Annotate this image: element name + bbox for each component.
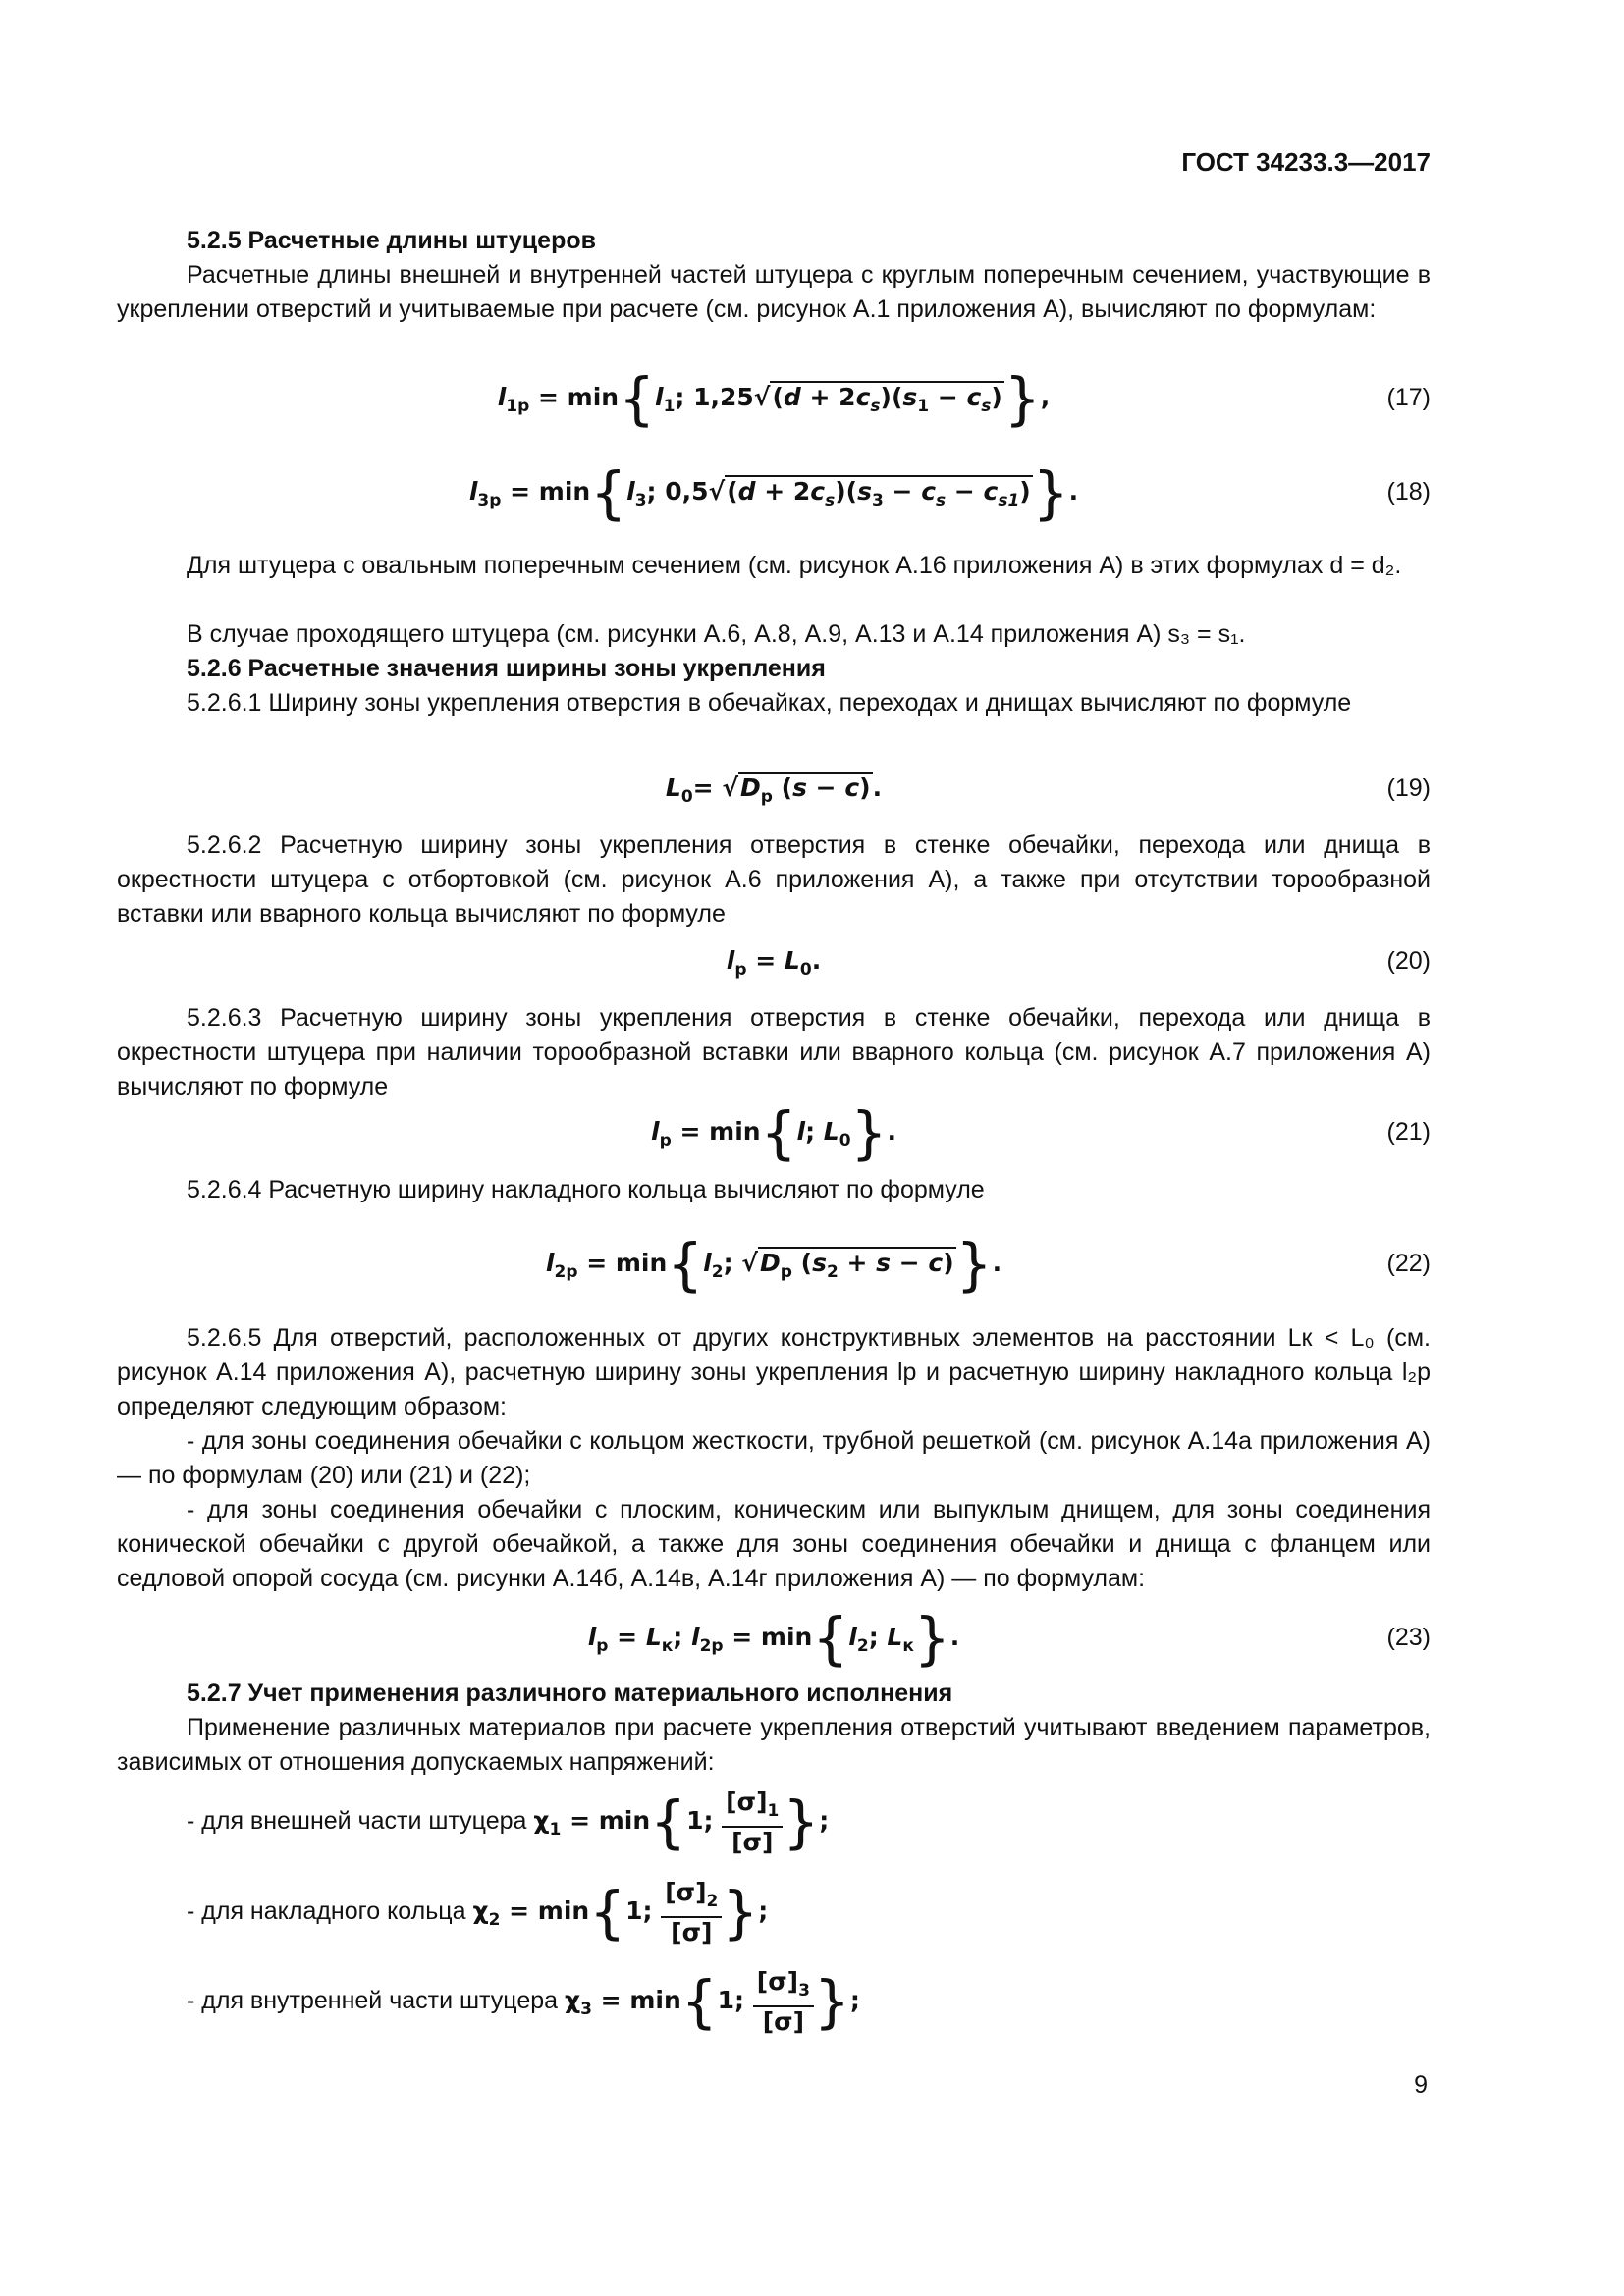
formula-17-number: (17) — [1386, 384, 1431, 411]
chi2-label: - для накладного кольца — [187, 1897, 466, 1925]
chi1-label: - для внешней части штуцера — [187, 1807, 527, 1835]
section-5-2-5-paragraph: Расчетные длины внешней и внутренней частей штуцера с круглым поперечным сечением, участвующие в укреплении отверстий и учитываемые при расчете (см. рисунок А.1 приложения А), вычисляют по формулам: — [117, 261, 1431, 323]
formula-23-number: (23) — [1386, 1624, 1431, 1651]
section-5-2-6-3: 5.2.6.3 Расчетную ширину зоны укрепления отверстия в стенке обечайки, перехода или днища в окрестности штуцера при наличии торообразной вставки или вварного кольца (см. рисунок А.7 приложения А) вычисляют по формуле — [117, 1004, 1431, 1100]
chi1-line — [187, 1782, 829, 1860]
formula-18-body: $l_{3р} = \min\{l_3$; $0,5√(d + 2c_s)(s_3 - c_s - c_{s1})$}. — [468, 459, 1079, 526]
formula-19-number: (19) — [1386, 774, 1431, 802]
page-number: 9 — [1414, 2071, 1428, 2099]
list-item-stiffening-ring: - для зоны соединения обечайки с кольцом жесткости, трубной решеткой (см. рисунок А.14а приложения А) — по формулам (20) или (21) и (22); — [117, 1427, 1431, 1489]
formula-21-body: $l_р = \min\{l$; $L_0$}. — [651, 1099, 896, 1166]
formula-22 — [117, 1229, 1431, 1298]
section-5-2-6-2: 5.2.6.2 Расчетную ширину зоны укрепления отверстия в стенке обечайки, перехода или днища в окрестности штуцера с отбортовкой (см. рисунок А.6 приложения А), а также при отсутствии торообразной вставки или вварного кольца вычисляют по формуле — [117, 831, 1431, 928]
oval-nozzle-paragraph: Для штуцера с овальным поперечным сечением (см. рисунок А.16 приложения А) в этих формулах d = d₂. — [187, 552, 1402, 579]
document-header: ГОСТ 34233.3—2017 — [1181, 147, 1431, 177]
formula-18-number: (18) — [1386, 478, 1431, 506]
chi3-label: - для внутренней части штуцера — [187, 1987, 559, 2014]
chi2-formula: $\chi_2 = \min\{1$; $\frac{[\sigma]_2}{[\sigma]}$ }; — [472, 1877, 769, 1947]
formula-23 — [117, 1603, 1431, 1672]
formula-17-body: $l_{1р} = \min\{l_1$; $1,25√(d + 2c_s)(s_1 - c_s)$}, — [497, 365, 1051, 432]
section-5-2-5-title: 5.2.5 Расчетные длины штуцеров — [187, 227, 596, 254]
formula-21-number: (21) — [1386, 1118, 1431, 1146]
section-5-2-6-5: 5.2.6.5 Для отверстий, расположенных от других конструктивных элементов на расстоянии Lк < L₀ (см. рисунок А.14 приложения А), расчетную ширину зоны укрепления lр и расчетную ширину накладного кольца l₂р определяют следующим образом: — [117, 1324, 1431, 1420]
formula-17 — [117, 363, 1431, 432]
formula-20-body: $l_р = L_0$. — [726, 946, 822, 980]
section-5-2-6-4: 5.2.6.4 Расчетную ширину накладного кольца вычисляют по формуле — [187, 1176, 985, 1203]
through-nozzle-paragraph: В случае проходящего штуцера (см. рисунки А.6, А.8, А.9, А.13 и А.14 приложения А) s₃ = s₁. — [187, 620, 1246, 648]
section-5-2-6-1: 5.2.6.1 Ширину зоны укрепления отверстия в обечайках, переходах и днищах вычисляют по формуле — [187, 689, 1352, 717]
formula-18 — [117, 457, 1431, 526]
chi2-line — [187, 1872, 768, 1950]
chi3-formula: $\chi_3 = \min\{1$; $\frac{[\sigma]_3}{[\sigma]}$ }; — [564, 1966, 860, 2036]
formula-19 — [117, 754, 1431, 823]
formula-20 — [117, 927, 1431, 995]
chi1-formula: $\chi_1 = \min\{1$; $\frac{[\sigma]_1}{[\sigma]}$ }; — [533, 1787, 830, 1856]
section-5-2-7-title: 5.2.7 Учет применения различного материального исполнения — [187, 1680, 953, 1707]
chi3-line — [187, 1961, 860, 2040]
section-5-2-6-title: 5.2.6 Расчетные значения ширины зоны укрепления — [187, 655, 826, 682]
formula-21 — [117, 1097, 1431, 1166]
formula-19-body: $L_0= √D_р$ (s − c). — [665, 774, 883, 807]
formula-22-number: (22) — [1386, 1250, 1431, 1277]
list-item-head-junction: - для зоны соединения обечайки с плоским, коническим или выпуклым днищем, для зоны соединения конической обечайки с другой обечайкой, а также для зоны соединения обечайки и днища с фланцем или седловой опорой сосуда (см. рисунки А.14б, А.14в, А.14г приложения А) — по формулам: — [117, 1496, 1431, 1592]
formula-22-body: $l_{2р} = \min\{l_2$; $√D_р$ $(s_2 + s - c)$}. — [545, 1231, 1002, 1298]
formula-23-body: $l_р = L_к$; $l_{2р} = \min\{l_2$; $L_к$}. — [587, 1605, 960, 1672]
section-5-2-7-paragraph: Применение различных материалов при расчете укрепления отверстий учитывают введением параметров, зависимых от отношения допускаемых напряжений: — [117, 1714, 1431, 1776]
formula-20-number: (20) — [1386, 947, 1431, 975]
